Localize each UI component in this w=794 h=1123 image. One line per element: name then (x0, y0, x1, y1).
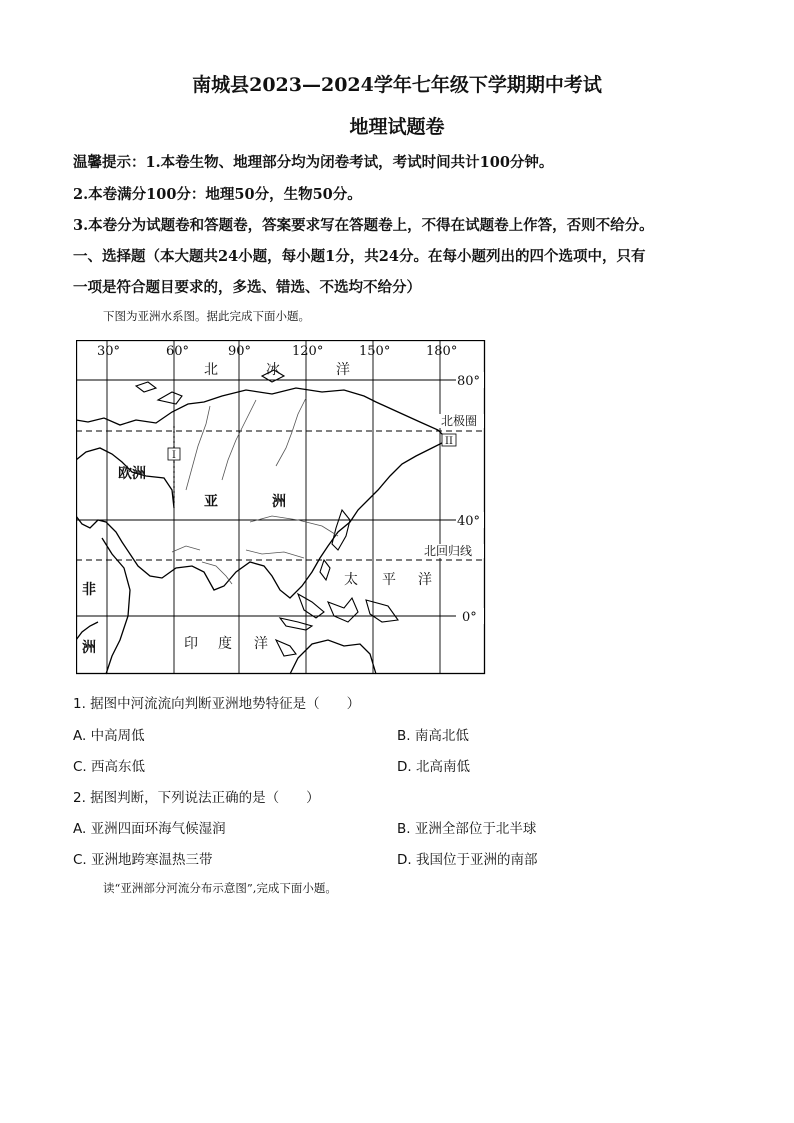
region-labels (82, 465, 286, 656)
arctic-circle-label: 北极圈 (441, 414, 478, 428)
question-1-option-d: D. 北高南低 (397, 759, 470, 775)
section-heading-line-2: 一项是符合题目要求的，多选、错选、不选均不给分） (73, 279, 421, 296)
pacific-ocean-label: 平 (382, 572, 396, 588)
rivers (172, 398, 338, 584)
question-1-option-a: A. 中高周低 (73, 728, 145, 744)
asia-label: 洲 (272, 494, 286, 510)
boundary-markers (168, 434, 456, 461)
africa-label: 洲 (82, 640, 96, 656)
indian-ocean-label: 洋 (254, 636, 268, 652)
note-line-2: 2.本卷满分100分：地理50分，生物50分。 (73, 186, 362, 203)
question-2-option-b: B. 亚洲全部位于北半球 (397, 821, 537, 837)
arctic-ocean-label: 冰 (266, 362, 280, 378)
lon-label: 180° (426, 344, 458, 359)
lon-label: 120° (292, 344, 324, 359)
question-1-option-b: B. 南高北低 (397, 728, 469, 744)
islands (136, 370, 398, 656)
lat-label: 80° (457, 374, 481, 389)
pacific-ocean-label: 洋 (418, 572, 432, 588)
exam-subtitle: 地理试题卷 (349, 116, 445, 138)
note-line-3: 3.本卷分为试题卷和答题卷，答案要求写在答题卷上，不得在试题卷上作答，否则不给分。 (73, 217, 654, 234)
question-2-option-c: C. 亚洲地跨寒温热三带 (73, 852, 213, 868)
question-2-option-d: D. 我国位于亚洲的南部 (397, 852, 538, 868)
pacific-ocean-label: 太 (344, 572, 358, 588)
indian-ocean-label: 印 (184, 636, 198, 652)
parallel-lines (76, 380, 456, 616)
lat-label: 40° (457, 514, 481, 529)
latitude-labels (456, 372, 484, 625)
indian-ocean-label: 度 (218, 636, 232, 652)
asia-label: 亚 (204, 494, 218, 510)
lon-label: 60° (166, 344, 190, 359)
longitude-labels (97, 344, 457, 359)
section-heading-line-1: 一、选择题（本大题共24小题，每小题1分，共24分。在每小题列出的四个选项中，只有 (73, 248, 646, 265)
question-1-stem: 1. 据图中河流流向判断亚洲地势特征是（ ） (73, 696, 361, 712)
ocean-labels (184, 362, 432, 652)
question-2-option-a: A. 亚洲四面环海气候湿润 (73, 821, 226, 837)
map-intro: 下图为亚洲水系图。据此完成下面小题。 (103, 309, 310, 323)
tropic-of-cancer-label: 北回归线 (424, 544, 473, 558)
lat-label: 0° (462, 610, 477, 625)
lon-label: 150° (359, 344, 391, 359)
lon-label: 30° (97, 344, 121, 359)
next-intro: 读“亚洲部分河流分布示意图”,完成下面小题。 (103, 881, 337, 895)
arctic-ocean-label: 北 (204, 362, 218, 378)
question-1-option-c: C. 西高东低 (73, 759, 146, 775)
note-line-1: 温馨提示：1.本卷生物、地理部分均为闭卷考试，考试时间共计100分钟。 (73, 154, 554, 171)
marker-I: I (172, 450, 176, 461)
asia-river-map (76, 340, 486, 676)
europe-label: 欧洲 (118, 466, 146, 482)
question-2-stem: 2. 据图判断，下列说法正确的是（ ） (73, 790, 320, 806)
lon-label: 90° (228, 344, 252, 359)
exam-title: 南城县2023—2024学年七年级下学期期中考试 (192, 74, 602, 96)
arctic-ocean-label: 洋 (336, 362, 350, 378)
africa-label: 非 (82, 582, 96, 598)
marker-II: II (445, 436, 453, 447)
